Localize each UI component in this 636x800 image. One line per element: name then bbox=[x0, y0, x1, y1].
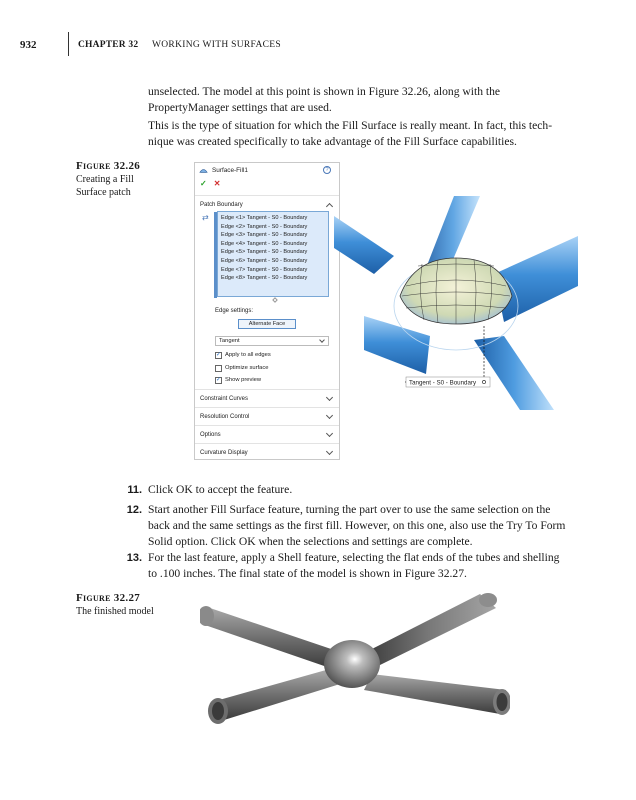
chevron-up-icon bbox=[326, 203, 333, 210]
text-line: back and the same settings as the first fill. However, on this one, also use the Try To Form bbox=[148, 519, 566, 532]
tube-segment bbox=[366, 594, 496, 666]
tube-segment bbox=[474, 336, 554, 410]
figure-caption bbox=[76, 592, 154, 618]
section-label: Resolution Control bbox=[200, 413, 250, 420]
chevron-down-icon bbox=[326, 412, 333, 419]
step-number: 12. bbox=[126, 504, 142, 516]
caption-line: Surface patch bbox=[76, 187, 131, 198]
select-value: Tangent bbox=[219, 338, 240, 344]
running-header bbox=[20, 36, 281, 54]
chapter-title: WORKING WITH SURFACES bbox=[152, 40, 281, 50]
section-label: Constraint Curves bbox=[200, 395, 249, 402]
body-paragraph bbox=[148, 84, 578, 116]
tube-segment bbox=[364, 674, 506, 714]
step-number: 13. bbox=[126, 552, 142, 564]
list-item[interactable]: Edge <5> Tangent - S0 - Boundary bbox=[221, 249, 308, 256]
header-divider bbox=[68, 32, 69, 56]
section-resolution-control[interactable] bbox=[195, 407, 339, 425]
section-curvature-display[interactable] bbox=[195, 443, 339, 461]
alternate-face-button[interactable]: Alternate Face bbox=[238, 319, 296, 329]
ok-button[interactable]: ✓ bbox=[200, 178, 207, 188]
chevron-down-icon bbox=[326, 394, 333, 401]
checkbox-unchecked-icon bbox=[215, 365, 222, 372]
fill-surface-icon bbox=[199, 166, 208, 175]
step-text bbox=[148, 502, 580, 550]
optimize-surface-checkbox[interactable] bbox=[215, 363, 269, 373]
edge-list-box[interactable] bbox=[217, 211, 329, 297]
tube-segment bbox=[364, 316, 430, 374]
section-label: Patch Boundary bbox=[200, 201, 243, 208]
list-item[interactable]: Edge <4> Tangent - S0 - Boundary bbox=[221, 240, 308, 247]
section-label: Curvature Display bbox=[200, 449, 248, 456]
list-item[interactable]: Edge <7> Tangent - S0 - Boundary bbox=[221, 266, 308, 273]
figure-number: Figure 32.27 bbox=[76, 592, 141, 604]
section-options[interactable] bbox=[195, 425, 339, 443]
property-manager-panel bbox=[194, 162, 340, 460]
text-line: PropertyManager settings that are used. bbox=[148, 101, 332, 114]
help-icon[interactable]: ? bbox=[323, 166, 331, 174]
list-item[interactable]: Edge <1> Tangent - S0 - Boundary bbox=[221, 215, 308, 221]
edge-settings-label: Edge settings: bbox=[215, 308, 254, 314]
caption-line: The finished model bbox=[76, 606, 154, 617]
chevron-down-icon bbox=[326, 448, 333, 455]
callout-label: Tangent - S0 - Boundary bbox=[409, 379, 477, 387]
fill-patch-model-view bbox=[334, 196, 578, 410]
step-text bbox=[148, 482, 580, 498]
section-constraint-curves[interactable] bbox=[195, 389, 339, 407]
text-line: For the last feature, apply a Shell feature, selecting the flat ends of the tubes and shelling bbox=[148, 551, 560, 564]
chevron-down-icon bbox=[326, 430, 333, 437]
text-line: This is the type of situation for which the Fill Surface is really meant. In fact, this tech- bbox=[148, 119, 553, 132]
callout-dot bbox=[482, 380, 485, 383]
tube-hollow bbox=[212, 702, 224, 720]
figure-caption bbox=[76, 160, 140, 199]
body-paragraph bbox=[148, 118, 578, 150]
list-item[interactable]: Edge <3> Tangent - S0 - Boundary bbox=[221, 232, 308, 239]
checkbox-checked-icon: ✓ bbox=[216, 376, 222, 383]
center-hub bbox=[324, 640, 380, 688]
tube-segment bbox=[334, 216, 394, 274]
tube-segment bbox=[202, 608, 340, 668]
checkbox-label: Show preview bbox=[225, 377, 262, 383]
tube-segment bbox=[494, 236, 578, 322]
edge-condition-select[interactable] bbox=[215, 336, 329, 346]
tube-end-cap bbox=[479, 593, 497, 607]
chapter-label: CHAPTER 32 bbox=[78, 40, 139, 50]
swap-icon[interactable]: ⇄ bbox=[202, 213, 209, 222]
text-line: nique was created specifically to take advantage of the Fill Surface capabilities. bbox=[148, 135, 517, 148]
list-item[interactable]: Edge <6> Tangent - S0 - Boundary bbox=[221, 257, 308, 264]
checkbox-checked-icon: ✓ bbox=[216, 351, 222, 358]
panel-titlebar bbox=[195, 163, 339, 177]
ok-cancel-row bbox=[195, 177, 339, 189]
text-line: Solid option. Click OK when the selections and settings are complete. bbox=[148, 535, 473, 548]
chevron-down-icon bbox=[319, 337, 325, 343]
selection-bar bbox=[214, 212, 217, 298]
checkbox-label: Apply to all edges bbox=[225, 352, 271, 358]
finished-model-view bbox=[200, 590, 510, 736]
cancel-button[interactable]: ✕ bbox=[213, 178, 221, 188]
checkbox-label: Optimize surface bbox=[225, 365, 269, 371]
tube-segment bbox=[212, 670, 340, 720]
panel-title: Surface-Fill1 bbox=[212, 166, 248, 174]
apply-to-all-edges-checkbox[interactable] bbox=[215, 350, 271, 360]
figure-number: Figure 32.26 bbox=[76, 160, 141, 172]
step-text bbox=[148, 550, 580, 582]
section-label: Options bbox=[200, 431, 221, 438]
page-number: 932 bbox=[20, 39, 37, 51]
step-number: 11. bbox=[127, 484, 142, 496]
list-item[interactable]: Edge <2> Tangent - S0 - Boundary bbox=[221, 223, 308, 230]
text-line: to .100 inches. The final state of the model is shown in Figure 32.27. bbox=[148, 567, 467, 580]
resize-handle[interactable] bbox=[272, 297, 278, 303]
tube-hollow bbox=[497, 693, 508, 711]
text-line: Click OK to accept the feature. bbox=[148, 483, 293, 496]
show-preview-checkbox[interactable] bbox=[215, 375, 261, 385]
text-line: Start another Fill Surface feature, turning the part over to use the same selection on the bbox=[148, 503, 551, 516]
list-item[interactable]: Edge <8> Tangent - S0 - Boundary bbox=[221, 275, 308, 282]
caption-line: Creating a Fill bbox=[76, 174, 134, 185]
text-line: unselected. The model at this point is shown in Figure 32.26, along with the bbox=[148, 85, 501, 98]
